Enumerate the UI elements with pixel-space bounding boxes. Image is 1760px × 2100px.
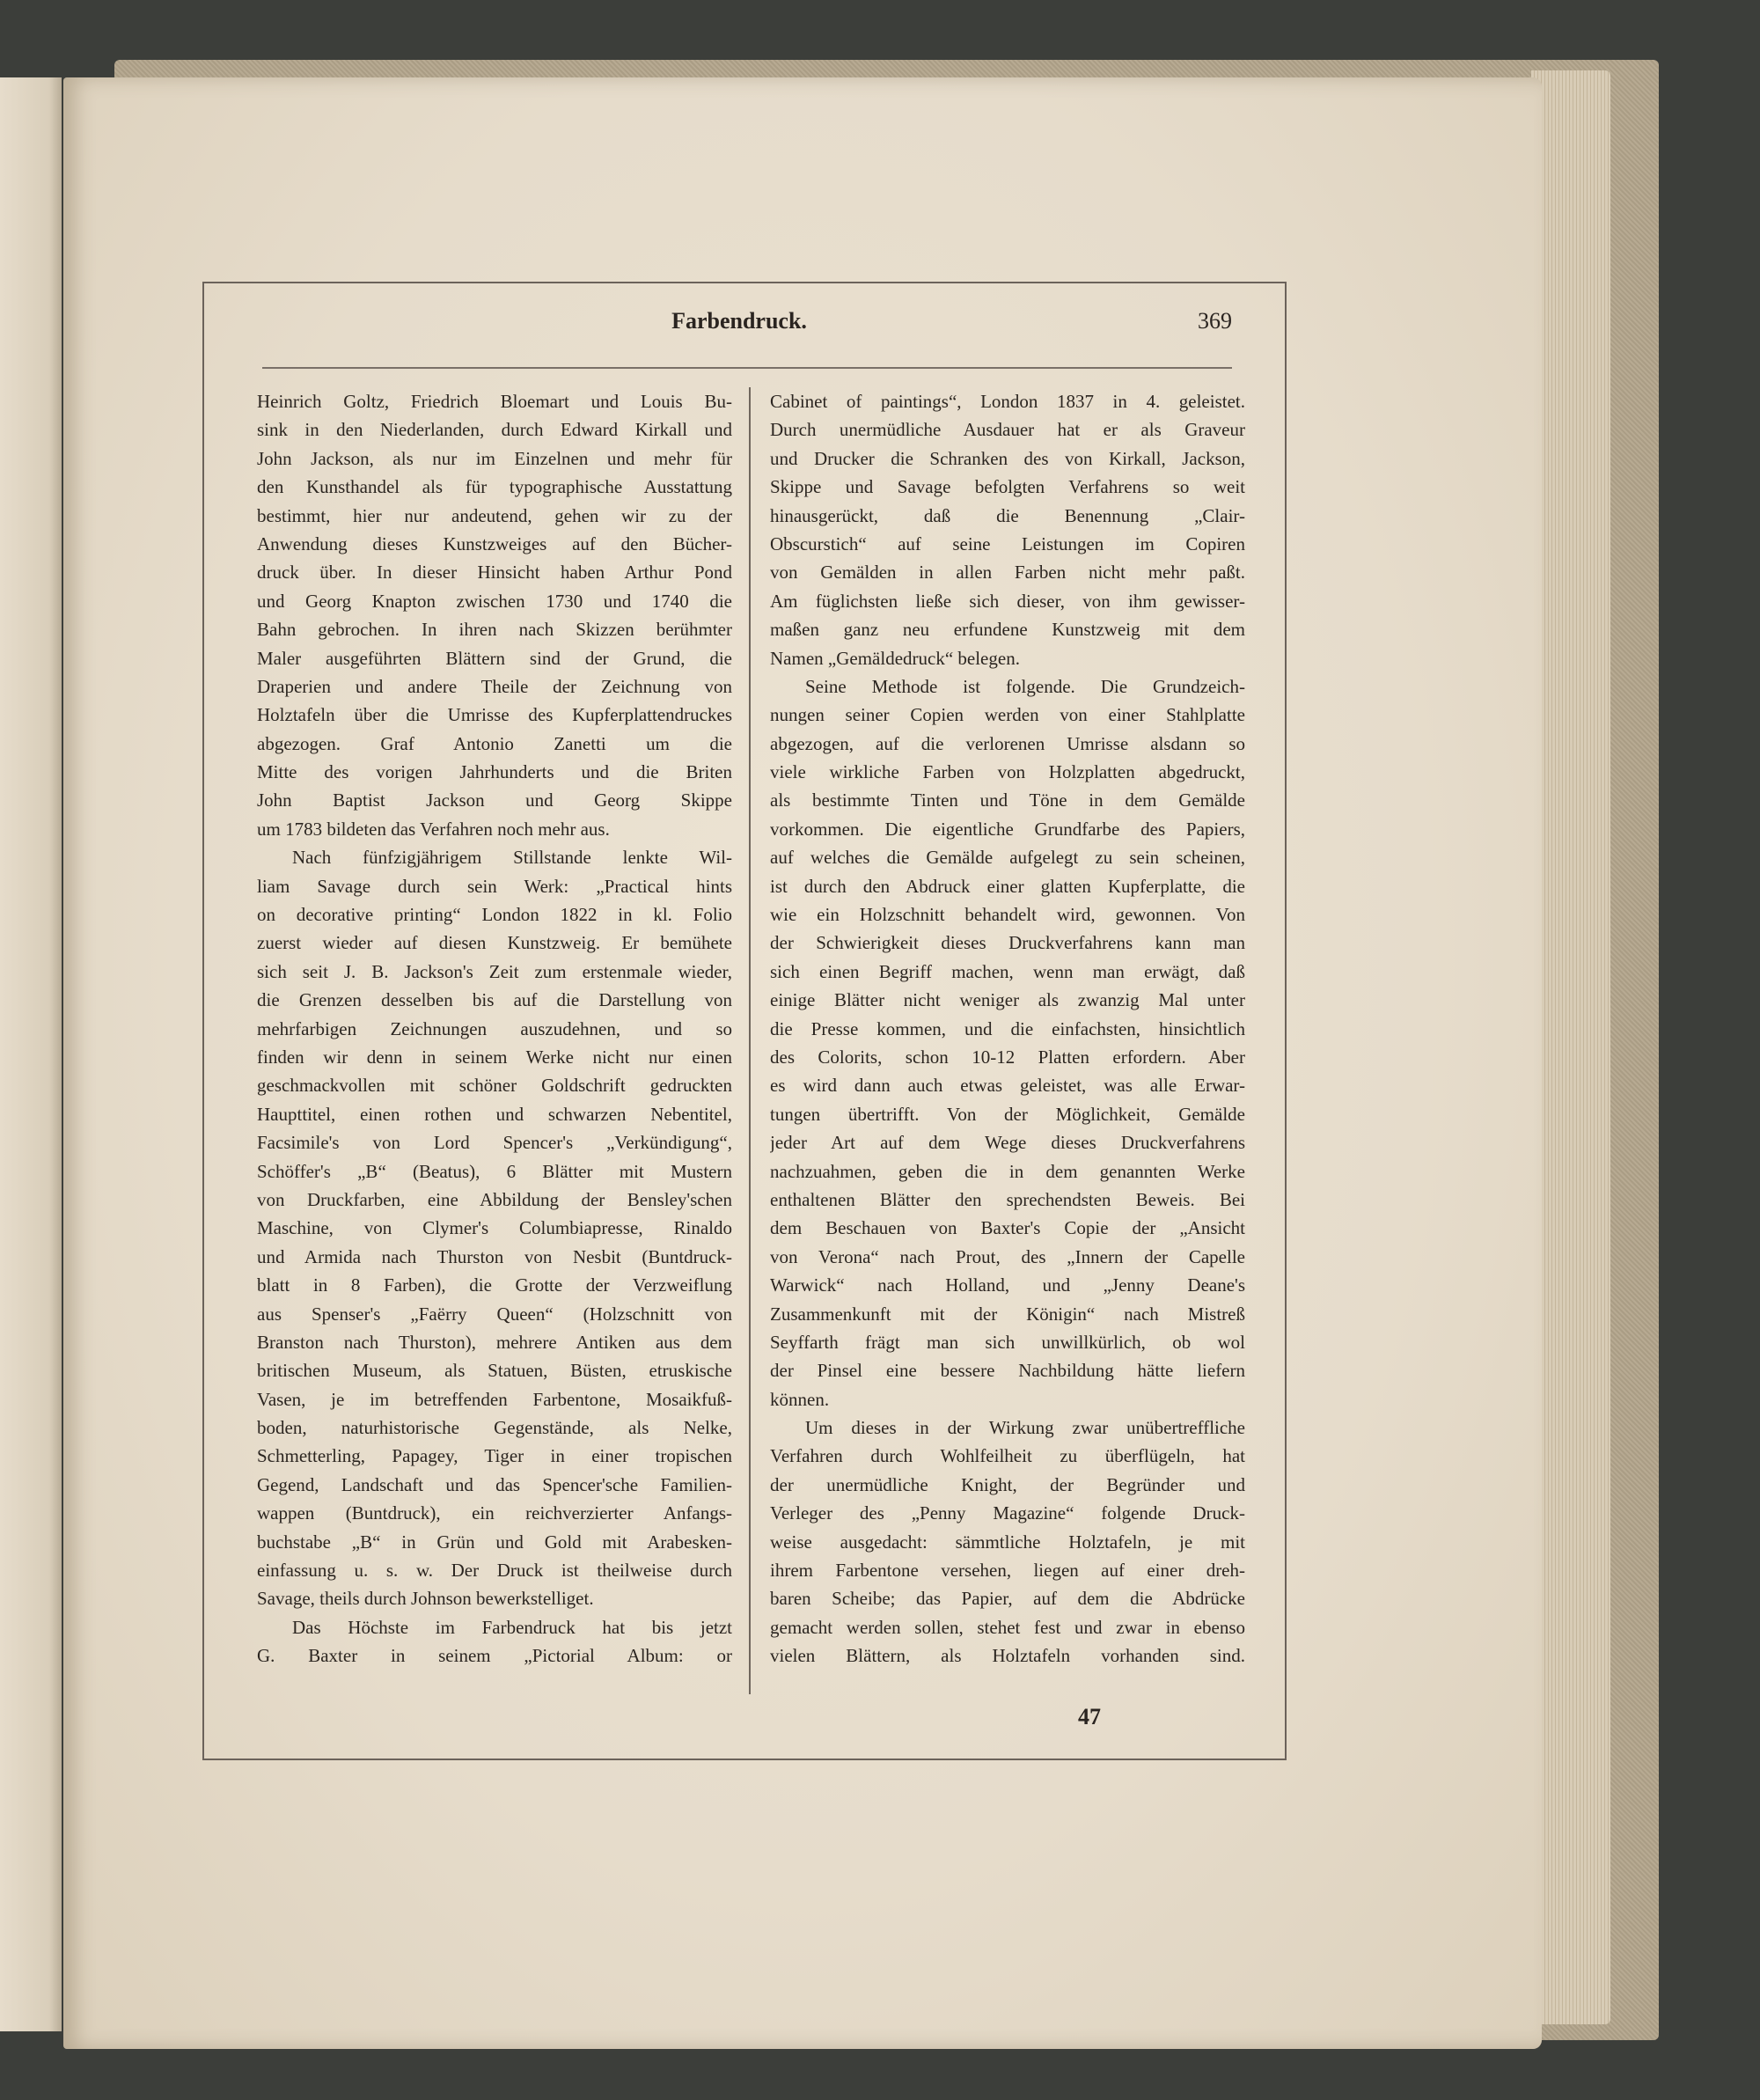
text-line: geschmackvollen mit schöner Goldschrift gedruckten — [257, 1075, 732, 1097]
text-line: als bestimmte Tinten und Töne in dem Gemälde — [770, 789, 1245, 811]
text-line: Namen „Gemäldedruck“ belegen. — [770, 647, 1020, 669]
text-line: Seyffarth frägt man sich unwillkürlich, ob wol — [770, 1331, 1245, 1353]
text-line: Verleger des „Penny Magazine“ folgende Druck- — [770, 1502, 1245, 1524]
text-line: wappen (Buntdruck), ein reichverzierter Anfangs- — [257, 1502, 732, 1524]
text-line: Nach fünfzigjährigem Stillstande lenkte Wil- — [292, 847, 732, 869]
text-line: Anwendung dieses Kunstzweiges auf den Bücher- — [257, 532, 732, 554]
text-line: Gegend, Landschaft und das Spencer'sche Familien- — [257, 1473, 732, 1495]
text-line: Mitte des vorigen Jahrhunderts und die Briten — [257, 761, 732, 783]
text-line: und Drucker die Schranken des von Kirkall, Jackson, — [770, 447, 1245, 469]
text-line: um 1783 bildeten das Verfahren noch mehr aus. — [257, 818, 610, 840]
text-line: sich einen Begriff machen, wenn man erwägt, daß — [770, 960, 1245, 982]
text-line: G. Baxter in seinem „Pictorial Album: or — [257, 1645, 732, 1667]
text-line: aus Spenser's „Faërry Queen“ (Holzschnitt von — [257, 1303, 732, 1325]
paragraph — [770, 672, 1245, 1413]
text-line: abgezogen. Graf Antonio Zanetti um die — [257, 732, 732, 754]
text-line: dem Beschauen von Baxter's Copie der „Ansicht — [770, 1217, 1245, 1239]
text-line: on decorative printing“ London 1822 in kl. Folio — [257, 904, 732, 926]
running-header: Farbendruck. — [671, 308, 807, 334]
text-line: Seine Methode ist folgende. Die Grundzeich- — [805, 675, 1245, 697]
text-line: blatt in 8 Farben), die Grotte der Verzweiflung — [257, 1274, 732, 1296]
text-line: einfassung u. s. w. Der Druck ist theilweise durch — [257, 1560, 732, 1582]
text-line: John Jackson, als nur im Einzelnen und mehr für — [257, 447, 732, 469]
text-line: Zusammenkunft mit der Königin“ nach Mistreß — [770, 1303, 1245, 1325]
paragraph — [257, 387, 732, 843]
paragraph — [770, 1413, 1245, 1670]
text-line: bestimmt, hier nur andeutend, gehen wir zu der — [257, 504, 732, 526]
text-line: die Grenzen desselben bis auf die Darstellung von — [257, 989, 732, 1011]
text-line: britischen Museum, als Statuen, Büsten, etruskische — [257, 1360, 732, 1382]
facing-page — [0, 77, 62, 2031]
text-line: mehrfarbigen Zeichnungen auszudehnen, und so — [257, 1017, 732, 1039]
text-line: Vasen, je im betreffenden Farbentone, Mosaikfuß- — [257, 1388, 732, 1410]
text-line: der Schwierigkeit dieses Druckverfahrens kann man — [770, 932, 1245, 954]
text-line: vielen Blättern, als Holztafeln vorhanden sind. — [770, 1645, 1245, 1667]
text-line: sink in den Niederlanden, durch Edward Kirkall und — [257, 419, 732, 441]
text-line: nungen seiner Copien werden von einer Stahlplatte — [770, 704, 1245, 726]
right-column — [770, 387, 1245, 1670]
header-rule — [262, 367, 1232, 369]
text-line: nachzuahmen, geben die in dem genannten Werke — [770, 1160, 1245, 1182]
text-line: Draperien und andere Theile der Zeichnung von — [257, 675, 732, 697]
text-line: Am füglichsten ließe sich dieser, von ihm gewisser- — [770, 590, 1245, 612]
text-line: der Pinsel eine bessere Nachbildung hätte liefern — [770, 1360, 1245, 1382]
text-line: wie ein Holzschnitt behandelt wird, gewonnen. Von — [770, 904, 1245, 926]
text-line: baren Scheibe; das Papier, auf dem die Abdrücke — [770, 1588, 1245, 1610]
text-line: von Druckfarben, eine Abbildung der Bensley'schen — [257, 1188, 732, 1210]
text-line: abgezogen, auf die verlorenen Umrisse alsdann so — [770, 732, 1245, 754]
text-line: und Armida nach Thurston von Nesbit (Buntdruck- — [257, 1245, 732, 1267]
page-number: 369 — [1198, 308, 1232, 334]
text-line: Facsimile's von Lord Spencer's „Verkündigung“, — [257, 1132, 732, 1154]
text-line: können. — [770, 1388, 830, 1410]
text-line: buchstabe „B“ in Grün und Gold mit Arabesken- — [257, 1531, 732, 1553]
text-line: Obscurstich“ auf seine Leistungen im Copiren — [770, 532, 1245, 554]
text-line: jeder Art auf dem Wege dieses Druckverfahrens — [770, 1132, 1245, 1154]
text-line: finden wir denn in seinem Werke nicht nur einen — [257, 1046, 732, 1068]
text-line: weise ausgedacht: sämmtliche Holztafeln, je mit — [770, 1531, 1245, 1553]
text-line: sich seit J. B. Jackson's Zeit zum erstenmale wieder, — [257, 960, 732, 982]
text-line: liam Savage durch sein Werk: „Practical hints — [257, 875, 732, 897]
text-line: Bahn gebrochen. In ihren nach Skizzen berühmter — [257, 619, 732, 641]
text-line: ihrem Farbentone versehen, liegen auf einer dreh- — [770, 1560, 1245, 1582]
text-line: John Baptist Jackson und Georg Skippe — [257, 789, 732, 811]
text-line: die Presse kommen, und die einfachsten, hinsichtlich — [770, 1017, 1245, 1039]
text-line: Verfahren durch Wohlfeilheit zu überflügeln, hat — [770, 1445, 1245, 1467]
text-line: Schöffer's „B“ (Beatus), 6 Blätter mit Mustern — [257, 1160, 732, 1182]
text-line: Warwick“ nach Holland, und „Jenny Deane's — [770, 1274, 1245, 1296]
text-line: von Gemälden in allen Farben nicht mehr paßt. — [770, 562, 1245, 584]
text-line: es wird dann auch etwas geleistet, was alle Erwar- — [770, 1075, 1245, 1097]
text-line: Maler ausgeführten Blättern sind der Grund, die — [257, 647, 732, 669]
text-line: Durch unermüdliche Ausdauer hat er als Graveur — [770, 419, 1245, 441]
signature-mark: 47 — [1078, 1704, 1101, 1729]
text-line: den Kunsthandel als für typographische Ausstattung — [257, 476, 732, 498]
text-line: Haupttitel, einen rothen und schwarzen Nebentitel, — [257, 1103, 732, 1125]
text-line: hinausgerückt, daß die Benennung „Clair- — [770, 504, 1245, 526]
text-line: Holztafeln über die Umrisse des Kupferplattendruckes — [257, 704, 732, 726]
text-line: gemacht werden sollen, stehet fest und zwar in ebenso — [770, 1616, 1245, 1638]
text-line: enthaltenen Blätter den sprechendsten Beweis. Bei — [770, 1188, 1245, 1210]
text-line: Skippe und Savage befolgten Verfahrens so weit — [770, 476, 1245, 498]
text-line: zuerst wieder auf diesen Kunstzweig. Er bemühete — [257, 932, 732, 954]
text-line: und Georg Knapton zwischen 1730 und 1740 die — [257, 590, 732, 612]
text-line: tungen übertrifft. Von der Möglichkeit, Gemälde — [770, 1103, 1245, 1125]
page-edges — [1531, 70, 1610, 2024]
text-line: druck über. In dieser Hinsicht haben Arthur Pond — [257, 562, 732, 584]
text-line: auf welches die Gemälde aufgelegt zu sein scheinen, — [770, 847, 1245, 869]
text-line: Heinrich Goltz, Friedrich Bloemart und Louis Bu- — [257, 391, 732, 412]
text-line: maßen ganz neu erfundene Kunstzweig mit dem — [770, 619, 1245, 641]
text-line: vorkommen. Die eigentliche Grundfarbe des Papiers, — [770, 818, 1245, 840]
column-divider — [749, 387, 751, 1694]
left-column — [257, 387, 732, 1670]
text-line: des Colorits, schon 10-12 Platten erfordern. Aber — [770, 1046, 1245, 1068]
text-line: Branston nach Thurston), mehrere Antiken aus dem — [257, 1331, 732, 1353]
text-line: viele wirkliche Farben von Holzplatten abgedruckt, — [770, 761, 1245, 783]
paragraph — [257, 843, 732, 1613]
text-line: Schmetterling, Papagey, Tiger in einer tropischen — [257, 1445, 732, 1467]
text-line: Das Höchste im Farbendruck hat bis jetzt — [292, 1616, 732, 1638]
text-line: Savage, theils durch Johnson bewerkstelliget. — [257, 1588, 594, 1610]
text-line: der unermüdliche Knight, der Begründer und — [770, 1473, 1245, 1495]
text-line: ist durch den Abdruck einer glatten Kupferplatte, die — [770, 875, 1245, 897]
paragraph — [770, 387, 1245, 672]
text-line: Maschine, von Clymer's Columbiapresse, Rinaldo — [257, 1217, 732, 1239]
text-line: boden, naturhistorische Gegenstände, als Nelke, — [257, 1417, 732, 1439]
text-line: einige Blätter nicht weniger als zwanzig Mal unter — [770, 989, 1245, 1011]
text-line: Um dieses in der Wirkung zwar unübertreffliche — [805, 1417, 1245, 1439]
text-line: Cabinet of paintings“, London 1837 in 4. geleistet. — [770, 391, 1245, 412]
paragraph — [257, 1613, 732, 1670]
text-line: von Verona“ nach Prout, des „Innern der Capelle — [770, 1245, 1245, 1267]
